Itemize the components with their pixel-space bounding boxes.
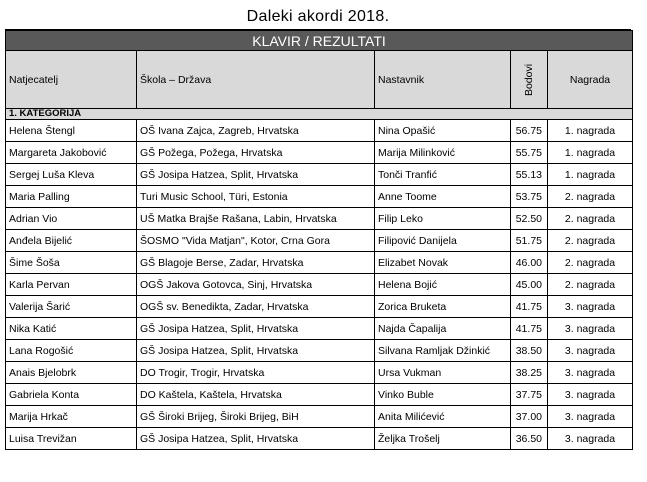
cell-award: 2. nagrada [548,274,633,296]
cell-school: GŠ Josipa Hatzea, Split, Hrvatska [137,164,375,186]
column-header-competitor: Natjecatelj [6,51,137,109]
category-label: 1. KATEGORIJA [6,109,633,120]
cell-competitor: Karla Pervan [6,274,137,296]
cell-school: GŠ Požega, Požega, Hrvatska [137,142,375,164]
cell-teacher: Tonči Tranfić [375,164,511,186]
cell-competitor: Valerija Šarić [6,296,137,318]
cell-competitor: Gabriela Konta [6,384,137,406]
column-header-award: Nagrada [548,51,633,109]
cell-points: 51.75 [511,230,548,252]
cell-teacher: Anne Toome [375,186,511,208]
cell-teacher: Filipović Danijela [375,230,511,252]
column-header-points-label: Bodovi [522,63,535,96]
table-row [6,296,633,318]
table-row [6,186,633,208]
cell-school: UŠ Matka Brajše Rašana, Labin, Hrvatska [137,208,375,230]
cell-competitor: Helena Štengl [6,120,137,142]
cell-school: Turi Music School, Türi, Estonia [137,186,375,208]
cell-points: 46.00 [511,252,548,274]
cell-competitor: Lana Rogošić [6,340,137,362]
cell-competitor: Margareta Jakobović [6,142,137,164]
cell-points: 56.75 [511,120,548,142]
table-row [6,120,633,142]
cell-school: GŠ Široki Brijeg, Široki Brijeg, BiH [137,406,375,428]
cell-school: ŠOSMO "Vida Matjan", Kotor, Crna Gora [137,230,375,252]
table-row [6,384,633,406]
cell-teacher: Ursa Vukman [375,362,511,384]
cell-teacher: Najda Čapalija [375,318,511,340]
cell-award: 3. nagrada [548,318,633,340]
cell-points: 45.00 [511,274,548,296]
table-banner-row [6,31,633,51]
cell-points: 41.75 [511,318,548,340]
cell-points: 38.50 [511,340,548,362]
cell-teacher: Anita Milićević [375,406,511,428]
table-row [6,230,633,252]
cell-award: 1. nagrada [548,164,633,186]
cell-competitor: Sergej Luša Kleva [6,164,137,186]
cell-award: 2. nagrada [548,252,633,274]
results-table [5,30,633,450]
table-header-row [6,51,633,109]
cell-teacher: Nina Opašić [375,120,511,142]
cell-competitor: Luisa Trevižan [6,428,137,450]
cell-points: 55.13 [511,164,548,186]
table-row [6,274,633,296]
cell-school: GŠ Blagoje Berse, Zadar, Hrvatska [137,252,375,274]
cell-award: 1. nagrada [548,142,633,164]
cell-competitor: Šime Šoša [6,252,137,274]
cell-points: 41.75 [511,296,548,318]
cell-points: 37.75 [511,384,548,406]
cell-teacher: Helena Bojić [375,274,511,296]
table-row [6,318,633,340]
cell-teacher: Elizabet Novak [375,252,511,274]
column-header-points [511,51,548,109]
cell-school: OGŠ Jakova Gotovca, Sinj, Hrvatska [137,274,375,296]
cell-school: DO Kaštela, Kaštela, Hrvatska [137,384,375,406]
cell-points: 55.75 [511,142,548,164]
cell-award: 3. nagrada [548,384,633,406]
cell-school: DO Trogir, Trogir, Hrvatska [137,362,375,384]
table-row [6,208,633,230]
table-row [6,252,633,274]
column-header-school: Škola – Država [137,51,375,109]
cell-award: 1. nagrada [548,120,633,142]
cell-award: 2. nagrada [548,230,633,252]
page-title: Daleki akordi 2018. [246,8,390,25]
table-row [6,428,633,450]
cell-school: GŠ Josipa Hatzea, Split, Hrvatska [137,318,375,340]
table-row [6,164,633,186]
cell-teacher: Silvana Ramljak Džinkić [375,340,511,362]
cell-award: 3. nagrada [548,296,633,318]
cell-competitor: Anais Bjelobrk [6,362,137,384]
cell-competitor: Maria Palling [6,186,137,208]
cell-school: GŠ Josipa Hatzea, Split, Hrvatska [137,340,375,362]
cell-award: 3. nagrada [548,340,633,362]
category-row [6,109,633,120]
table-row [6,142,633,164]
cell-points: 36.50 [511,428,548,450]
cell-award: 2. nagrada [548,186,633,208]
cell-points: 38.25 [511,362,548,384]
cell-teacher: Vinko Buble [375,384,511,406]
cell-award: 3. nagrada [548,406,633,428]
cell-award: 3. nagrada [548,428,633,450]
cell-points: 52.50 [511,208,548,230]
cell-school: GŠ Josipa Hatzea, Split, Hrvatska [137,428,375,450]
cell-points: 53.75 [511,186,548,208]
table-row [6,362,633,384]
cell-school: OŠ Ivana Zajca, Zagreb, Hrvatska [137,120,375,142]
cell-teacher: Marija Milinković [375,142,511,164]
table-row [6,340,633,362]
table-banner: KLAVIR / REZULTATI [6,31,633,51]
cell-teacher: Filip Leko [375,208,511,230]
cell-teacher: Zorica Bruketa [375,296,511,318]
cell-competitor: Anđela Bijelić [6,230,137,252]
column-header-teacher: Nastavnik [375,51,511,109]
cell-competitor: Adrian Vio [6,208,137,230]
cell-competitor: Nika Katić [6,318,137,340]
cell-award: 2. nagrada [548,208,633,230]
cell-points: 37.00 [511,406,548,428]
cell-award: 3. nagrada [548,362,633,384]
table-row [6,406,633,428]
cell-teacher: Željka Trošelj [375,428,511,450]
cell-competitor: Marija Hrkač [6,406,137,428]
cell-school: OGŠ sv. Benedikta, Zadar, Hrvatska [137,296,375,318]
